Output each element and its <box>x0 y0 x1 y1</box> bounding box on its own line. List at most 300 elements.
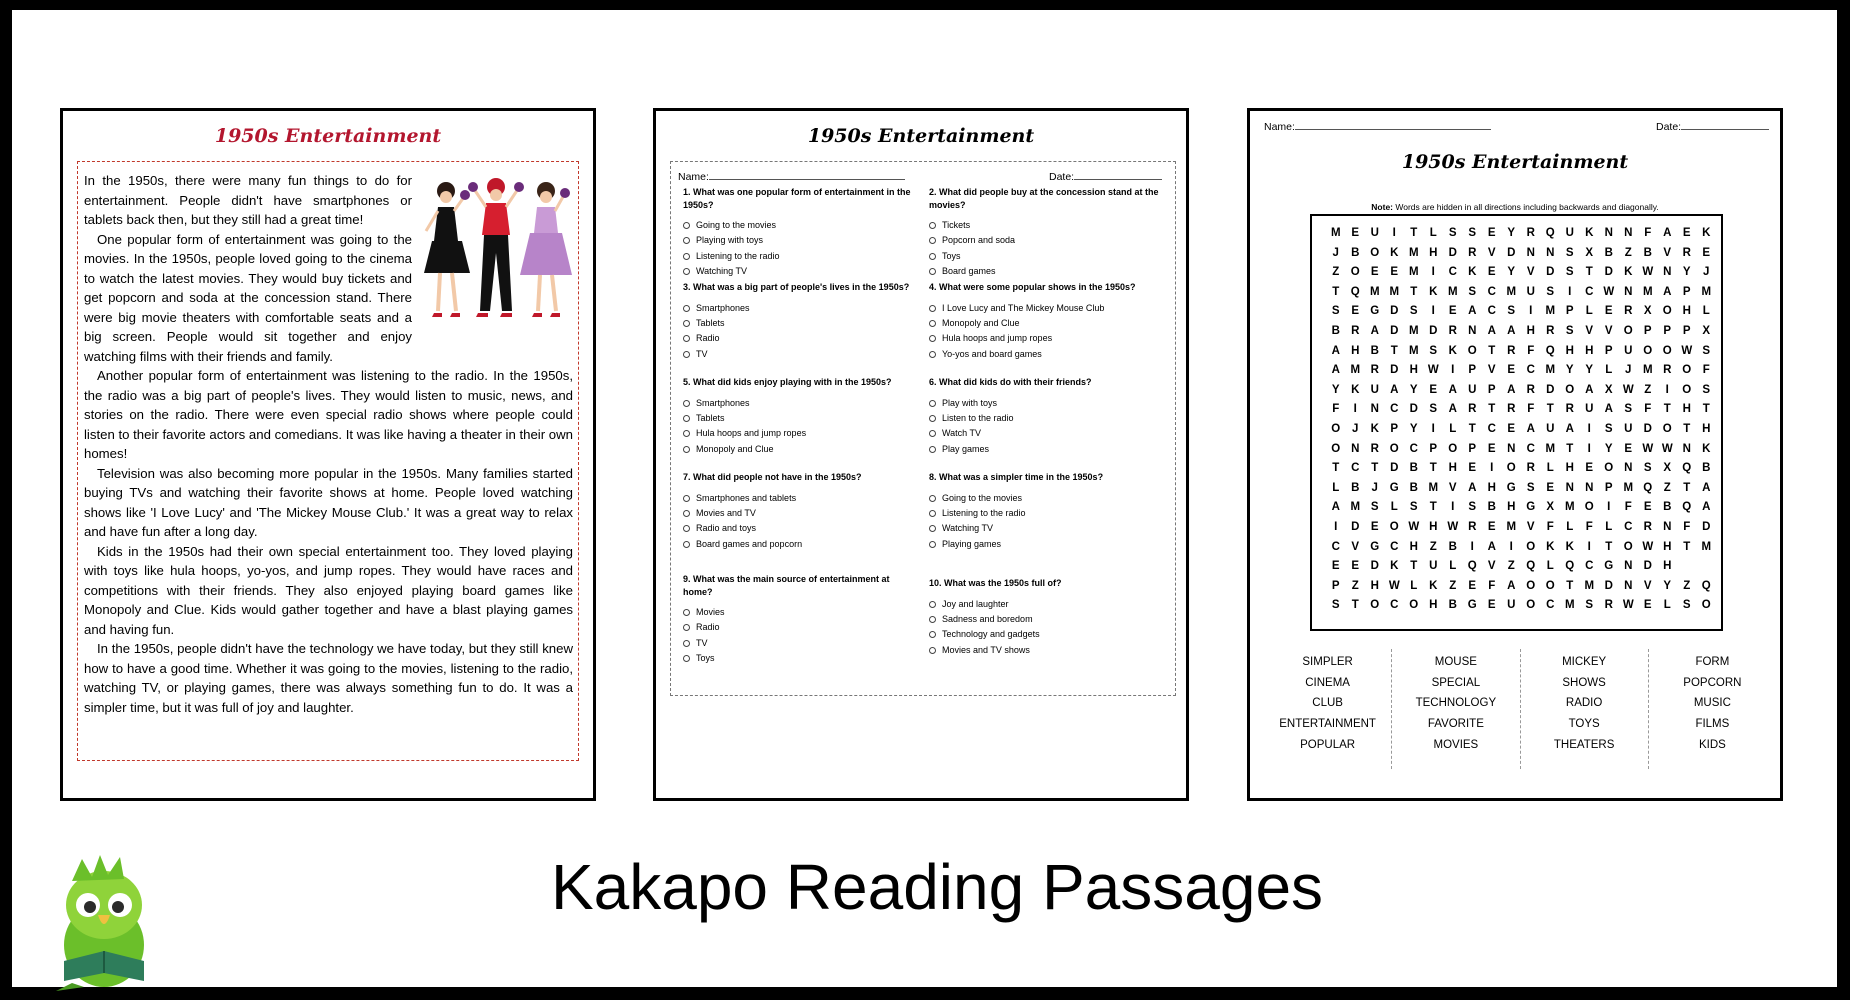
grid-letter[interactable]: S <box>1565 266 1574 279</box>
grid-letter[interactable]: A <box>1331 344 1340 357</box>
grid-letter[interactable]: A <box>1370 324 1379 337</box>
grid-letter[interactable]: D <box>1604 579 1613 592</box>
grid-letter[interactable]: T <box>1585 266 1593 279</box>
grid-letter[interactable]: E <box>1331 560 1340 573</box>
grid-letter[interactable]: T <box>1468 422 1476 435</box>
grid-letter[interactable]: K <box>1624 266 1633 279</box>
grid-letter[interactable]: T <box>1566 579 1574 592</box>
grid-letter[interactable]: T <box>1429 501 1437 514</box>
grid-letter[interactable]: R <box>1370 364 1379 377</box>
grid-letter[interactable]: L <box>1410 579 1418 592</box>
answer-option[interactable]: Listen to the radio <box>929 411 1167 426</box>
grid-letter[interactable]: V <box>1487 560 1496 573</box>
grid-letter[interactable]: R <box>1546 324 1555 337</box>
grid-letter[interactable]: N <box>1663 266 1672 279</box>
answer-option[interactable]: Board games and popcorn <box>683 537 921 552</box>
grid-letter[interactable]: O <box>1584 501 1594 514</box>
grid-letter[interactable]: A <box>1604 403 1613 416</box>
grid-letter[interactable]: U <box>1585 403 1594 416</box>
grid-letter[interactable]: W <box>1622 383 1634 396</box>
grid-letter[interactable]: S <box>1468 501 1477 514</box>
grid-letter[interactable]: N <box>1624 462 1633 475</box>
grid-letter[interactable]: U <box>1429 560 1438 573</box>
grid-letter[interactable]: V <box>1643 579 1652 592</box>
grid-letter[interactable]: H <box>1429 246 1438 259</box>
grid-letter[interactable]: A <box>1468 481 1477 494</box>
grid-letter[interactable]: I <box>1587 442 1591 455</box>
grid-letter[interactable]: R <box>1663 364 1672 377</box>
grid-letter[interactable]: C <box>1624 520 1633 533</box>
answer-option[interactable]: TV <box>683 636 921 651</box>
grid-letter[interactable]: I <box>1451 364 1455 377</box>
grid-letter[interactable]: E <box>1585 462 1594 475</box>
answer-option[interactable]: Radio and toys <box>683 521 921 536</box>
grid-letter[interactable]: G <box>1389 481 1399 494</box>
grid-letter[interactable]: C <box>1546 599 1555 612</box>
grid-letter[interactable]: K <box>1429 285 1438 298</box>
grid-letter[interactable]: O <box>1526 540 1536 553</box>
grid-letter[interactable]: L <box>1546 462 1554 475</box>
grid-letter[interactable]: Q <box>1545 344 1555 357</box>
grid-letter[interactable]: Y <box>1409 383 1418 396</box>
grid-letter[interactable]: B <box>1663 501 1672 514</box>
grid-letter[interactable]: A <box>1448 403 1457 416</box>
grid-letter[interactable]: A <box>1526 422 1535 435</box>
grid-letter[interactable]: T <box>1683 422 1691 435</box>
grid-letter[interactable]: K <box>1546 540 1555 553</box>
grid-letter[interactable]: W <box>1408 520 1420 533</box>
grid-letter[interactable]: W <box>1681 344 1693 357</box>
grid-letter[interactable]: S <box>1507 305 1516 318</box>
grid-letter[interactable]: I <box>1353 403 1357 416</box>
grid-letter[interactable]: A <box>1663 285 1672 298</box>
grid-letter[interactable]: D <box>1643 422 1652 435</box>
grid-letter[interactable]: V <box>1526 520 1535 533</box>
grid-letter[interactable]: H <box>1409 364 1418 377</box>
grid-letter[interactable]: Z <box>1332 266 1340 279</box>
grid-letter[interactable]: Y <box>1663 579 1672 592</box>
answer-option[interactable]: Smartphones <box>683 301 921 316</box>
grid-letter[interactable]: R <box>1565 403 1574 416</box>
grid-letter[interactable]: W <box>1622 599 1634 612</box>
grid-letter[interactable]: E <box>1370 520 1379 533</box>
grid-letter[interactable]: O <box>1623 324 1633 337</box>
grid-letter[interactable]: O <box>1643 344 1653 357</box>
grid-letter[interactable]: Q <box>1643 481 1653 494</box>
grid-letter[interactable]: V <box>1487 246 1496 259</box>
grid-letter[interactable]: D <box>1429 324 1438 337</box>
grid-letter[interactable]: Z <box>1624 246 1632 259</box>
grid-letter[interactable]: P <box>1682 324 1691 337</box>
grid-letter[interactable]: P <box>1643 324 1652 337</box>
grid-letter[interactable]: E <box>1624 442 1633 455</box>
grid-letter[interactable]: G <box>1604 560 1614 573</box>
grid-letter[interactable]: O <box>1682 364 1692 377</box>
grid-letter[interactable]: F <box>1527 344 1535 357</box>
grid-letter[interactable]: H <box>1370 579 1379 592</box>
grid-letter[interactable]: N <box>1507 442 1516 455</box>
grid-letter[interactable]: P <box>1331 579 1340 592</box>
grid-letter[interactable]: K <box>1429 579 1438 592</box>
grid-letter[interactable]: P <box>1390 422 1399 435</box>
grid-letter[interactable]: I <box>1509 540 1513 553</box>
grid-letter[interactable]: H <box>1702 422 1711 435</box>
grid-letter[interactable]: M <box>1389 285 1400 298</box>
grid-letter[interactable]: E <box>1604 305 1613 318</box>
grid-letter[interactable]: M <box>1642 364 1653 377</box>
grid-letter[interactable]: O <box>1526 599 1536 612</box>
grid-letter[interactable]: B <box>1487 501 1496 514</box>
grid-letter[interactable]: D <box>1702 520 1711 533</box>
grid-letter[interactable]: Z <box>1663 481 1671 494</box>
grid-letter[interactable]: L <box>1605 520 1613 533</box>
grid-letter[interactable]: N <box>1604 227 1613 239</box>
grid-letter[interactable]: N <box>1663 520 1672 533</box>
grid-letter[interactable]: O <box>1565 383 1575 396</box>
grid-letter[interactable]: E <box>1487 227 1496 239</box>
grid-letter[interactable]: I <box>1392 227 1396 239</box>
grid-letter[interactable]: W <box>1388 579 1400 592</box>
grid-letter[interactable]: J <box>1371 481 1378 494</box>
grid-letter[interactable]: F <box>1644 403 1652 416</box>
grid-letter[interactable]: Z <box>1644 383 1652 396</box>
grid-letter[interactable]: M <box>1584 579 1595 592</box>
grid-letter[interactable]: B <box>1448 540 1457 553</box>
grid-letter[interactable]: Q <box>1350 285 1360 298</box>
grid-letter[interactable]: C <box>1351 462 1360 475</box>
grid-letter[interactable]: Y <box>1565 364 1574 377</box>
grid-letter[interactable]: B <box>1409 462 1418 475</box>
grid-letter[interactable]: Y <box>1331 383 1340 396</box>
grid-letter[interactable]: S <box>1429 344 1438 357</box>
grid-letter[interactable]: D <box>1390 364 1399 377</box>
grid-letter[interactable]: M <box>1350 364 1361 377</box>
grid-letter[interactable]: M <box>1506 520 1517 533</box>
grid-letter[interactable]: S <box>1702 383 1711 396</box>
grid-letter[interactable]: Q <box>1545 227 1555 239</box>
grid-letter[interactable]: B <box>1331 324 1340 337</box>
grid-letter[interactable]: I <box>1431 305 1435 318</box>
grid-letter[interactable]: F <box>1644 227 1652 239</box>
grid-letter[interactable]: X <box>1663 462 1672 475</box>
grid-letter[interactable]: M <box>1564 599 1575 612</box>
grid-letter[interactable]: T <box>1702 403 1710 416</box>
grid-letter[interactable]: F <box>1488 579 1496 592</box>
grid-letter[interactable]: A <box>1468 305 1477 318</box>
grid-letter[interactable]: Q <box>1682 501 1692 514</box>
grid-letter[interactable]: O <box>1682 383 1692 396</box>
grid-letter[interactable]: I <box>1490 462 1494 475</box>
grid-letter[interactable]: J <box>1703 266 1710 279</box>
grid-letter[interactable]: L <box>1663 599 1671 612</box>
grid-letter[interactable]: U <box>1370 227 1379 239</box>
grid-letter[interactable]: J <box>1625 364 1632 377</box>
grid-letter[interactable]: E <box>1487 520 1496 533</box>
grid-letter[interactable]: C <box>1390 599 1399 612</box>
grid-letter[interactable]: C <box>1487 305 1496 318</box>
grid-letter[interactable]: M <box>1623 481 1634 494</box>
grid-letter[interactable]: D <box>1351 520 1360 533</box>
grid-letter[interactable]: M <box>1350 501 1361 514</box>
grid-letter[interactable]: O <box>1467 344 1477 357</box>
grid-letter[interactable]: S <box>1702 344 1711 357</box>
grid-letter[interactable]: S <box>1468 227 1477 239</box>
answer-option[interactable]: Radio <box>683 331 921 346</box>
grid-letter[interactable]: A <box>1331 501 1340 514</box>
grid-letter[interactable]: A <box>1565 422 1574 435</box>
grid-letter[interactable]: M <box>1642 285 1653 298</box>
grid-letter[interactable]: R <box>1448 324 1457 337</box>
grid-letter[interactable]: K <box>1468 266 1477 279</box>
answer-option[interactable]: Technology and gadgets <box>929 627 1167 642</box>
answer-option[interactable]: Yo-yos and board games <box>929 347 1167 362</box>
grid-letter[interactable]: H <box>1409 540 1418 553</box>
grid-letter[interactable]: A <box>1702 501 1711 514</box>
answer-option[interactable]: Hula hoops and jump ropes <box>929 331 1167 346</box>
grid-letter[interactable]: K <box>1702 442 1711 455</box>
grid-letter[interactable]: N <box>1624 560 1633 573</box>
answer-option[interactable]: Playing games <box>929 537 1167 552</box>
grid-letter[interactable]: Y <box>1682 266 1691 279</box>
grid-letter[interactable]: P <box>1604 481 1613 494</box>
grid-letter[interactable]: E <box>1351 560 1360 573</box>
grid-letter[interactable]: Z <box>1683 579 1691 592</box>
grid-letter[interactable]: L <box>1429 227 1437 239</box>
grid-letter[interactable]: N <box>1351 442 1360 455</box>
grid-letter[interactable]: E <box>1487 266 1496 279</box>
grid-letter[interactable]: F <box>1624 501 1632 514</box>
grid-letter[interactable]: U <box>1565 227 1574 239</box>
grid-letter[interactable]: W <box>1447 520 1459 533</box>
grid-letter[interactable]: N <box>1526 246 1535 259</box>
grid-letter[interactable]: S <box>1331 599 1340 612</box>
grid-letter[interactable]: N <box>1585 481 1594 494</box>
grid-letter[interactable]: G <box>1506 481 1516 494</box>
grid-letter[interactable]: T <box>1488 403 1496 416</box>
grid-letter[interactable]: C <box>1526 364 1535 377</box>
grid-letter[interactable]: R <box>1526 462 1535 475</box>
grid-letter[interactable]: Q <box>1467 560 1477 573</box>
answer-option[interactable]: Popcorn and soda <box>929 233 1167 248</box>
grid-letter[interactable]: X <box>1702 324 1711 337</box>
grid-letter[interactable]: K <box>1390 246 1399 259</box>
grid-letter[interactable]: Y <box>1585 364 1594 377</box>
grid-letter[interactable]: N <box>1624 227 1633 239</box>
grid-letter[interactable]: S <box>1546 285 1555 298</box>
grid-letter[interactable]: N <box>1682 442 1691 455</box>
answer-option[interactable]: Going to the movies <box>929 491 1167 506</box>
grid-letter[interactable]: E <box>1429 383 1438 396</box>
grid-letter[interactable]: M <box>1564 501 1575 514</box>
grid-letter[interactable]: P <box>1682 285 1691 298</box>
grid-letter[interactable]: T <box>1410 285 1418 298</box>
grid-letter[interactable]: S <box>1682 599 1691 612</box>
grid-letter[interactable]: T <box>1390 344 1398 357</box>
grid-letter[interactable]: H <box>1682 305 1691 318</box>
grid-letter[interactable]: L <box>1390 501 1398 514</box>
grid-letter[interactable]: O <box>1389 442 1399 455</box>
grid-letter[interactable]: V <box>1448 481 1457 494</box>
grid-letter[interactable]: C <box>1390 540 1399 553</box>
grid-letter[interactable]: T <box>1683 540 1691 553</box>
grid-letter[interactable]: H <box>1526 324 1535 337</box>
grid-letter[interactable]: H <box>1663 540 1672 553</box>
grid-letter[interactable]: O <box>1506 462 1516 475</box>
grid-letter[interactable]: Y <box>1604 442 1613 455</box>
grid-letter[interactable]: N <box>1546 246 1555 259</box>
grid-letter[interactable]: T <box>1566 442 1574 455</box>
grid-letter[interactable]: O <box>1604 462 1614 475</box>
grid-letter[interactable]: D <box>1370 560 1379 573</box>
grid-letter[interactable]: G <box>1370 540 1380 553</box>
grid-letter[interactable]: C <box>1526 442 1535 455</box>
grid-letter[interactable]: H <box>1429 520 1438 533</box>
grid-letter[interactable]: O <box>1623 540 1633 553</box>
grid-letter[interactable]: K <box>1448 344 1457 357</box>
grid-letter[interactable]: B <box>1351 481 1360 494</box>
grid-letter[interactable]: E <box>1448 305 1457 318</box>
grid-letter[interactable]: R <box>1526 383 1535 396</box>
grid-letter[interactable]: O <box>1350 266 1360 279</box>
grid-letter[interactable]: C <box>1585 560 1594 573</box>
grid-letter[interactable]: W <box>1603 285 1615 298</box>
grid-letter[interactable]: I <box>1587 540 1591 553</box>
answer-option[interactable]: I Love Lucy and The Mickey Mouse Club <box>929 301 1167 316</box>
grid-letter[interactable]: U <box>1624 344 1633 357</box>
grid-letter[interactable]: R <box>1604 599 1613 612</box>
grid-letter[interactable]: T <box>1332 285 1340 298</box>
answer-option[interactable]: Tablets <box>683 316 921 331</box>
grid-letter[interactable]: F <box>1527 403 1535 416</box>
grid-letter[interactable]: P <box>1604 344 1613 357</box>
grid-letter[interactable]: E <box>1487 599 1496 612</box>
grid-letter[interactable]: U <box>1468 383 1477 396</box>
grid-letter[interactable]: Y <box>1507 266 1516 279</box>
answer-option[interactable]: Watch TV <box>929 426 1167 441</box>
grid-letter[interactable]: R <box>1624 305 1633 318</box>
grid-letter[interactable]: E <box>1507 364 1516 377</box>
grid-letter[interactable]: N <box>1624 579 1633 592</box>
grid-letter[interactable]: M <box>1545 305 1556 318</box>
grid-letter[interactable]: T <box>1683 481 1691 494</box>
grid-letter[interactable]: D <box>1546 266 1555 279</box>
grid-letter[interactable]: M <box>1408 246 1419 259</box>
grid-letter[interactable]: Q <box>1526 560 1536 573</box>
grid-letter[interactable]: T <box>1410 560 1418 573</box>
answer-option[interactable]: Monopoly and Clue <box>929 316 1167 331</box>
grid-letter[interactable]: I <box>1334 520 1338 533</box>
grid-letter[interactable]: F <box>1585 520 1593 533</box>
grid-letter[interactable]: M <box>1701 540 1712 553</box>
grid-letter[interactable]: M <box>1408 324 1419 337</box>
grid-letter[interactable]: E <box>1468 462 1477 475</box>
grid-letter[interactable]: A <box>1487 324 1496 337</box>
grid-letter[interactable]: L <box>1605 364 1613 377</box>
grid-letter[interactable]: E <box>1702 246 1711 259</box>
grid-letter[interactable]: G <box>1370 305 1380 318</box>
grid-letter[interactable]: Z <box>1351 579 1359 592</box>
answer-option[interactable]: Movies <box>683 605 921 620</box>
grid-letter[interactable]: S <box>1604 422 1613 435</box>
grid-letter[interactable]: S <box>1409 305 1418 318</box>
grid-letter[interactable]: F <box>1683 520 1691 533</box>
answer-option[interactable]: Going to the movies <box>683 218 921 233</box>
grid-letter[interactable]: C <box>1390 403 1399 416</box>
grid-letter[interactable]: X <box>1604 383 1613 396</box>
grid-letter[interactable]: H <box>1448 462 1457 475</box>
grid-letter[interactable]: E <box>1643 599 1652 612</box>
answer-option[interactable]: Smartphones <box>683 396 921 411</box>
grid-letter[interactable]: X <box>1585 246 1594 259</box>
grid-letter[interactable]: M <box>1369 285 1380 298</box>
grid-letter[interactable]: R <box>1468 520 1477 533</box>
grid-letter[interactable]: T <box>1332 462 1340 475</box>
grid-letter[interactable]: K <box>1702 227 1711 239</box>
grid-letter[interactable]: R <box>1507 403 1516 416</box>
grid-letter[interactable]: T <box>1371 462 1379 475</box>
grid-letter[interactable]: V <box>1604 324 1613 337</box>
answer-option[interactable]: Toys <box>929 249 1167 264</box>
grid-letter[interactable]: V <box>1351 540 1360 553</box>
grid-letter[interactable]: W <box>1427 364 1439 377</box>
grid-letter[interactable]: G <box>1526 501 1536 514</box>
grid-letter[interactable]: S <box>1331 305 1340 318</box>
grid-letter[interactable]: D <box>1604 266 1613 279</box>
grid-letter[interactable]: I <box>1568 285 1572 298</box>
grid-letter[interactable]: H <box>1351 344 1360 357</box>
grid-letter[interactable]: V <box>1526 266 1535 279</box>
grid-letter[interactable]: Z <box>1429 540 1437 553</box>
grid-letter[interactable]: U <box>1526 285 1535 298</box>
grid-letter[interactable]: S <box>1370 501 1379 514</box>
grid-letter[interactable]: H <box>1429 599 1438 612</box>
answer-option[interactable]: Smartphones and tablets <box>683 491 921 506</box>
grid-letter[interactable]: H <box>1585 344 1594 357</box>
grid-letter[interactable]: U <box>1507 599 1516 612</box>
grid-letter[interactable]: Y <box>1507 227 1516 239</box>
grid-letter[interactable]: S <box>1624 403 1633 416</box>
grid-letter[interactable]: D <box>1390 462 1399 475</box>
grid-letter[interactable]: Q <box>1682 462 1692 475</box>
grid-letter[interactable]: C <box>1585 285 1594 298</box>
grid-letter[interactable]: O <box>1662 305 1672 318</box>
grid-letter[interactable]: A <box>1487 540 1496 553</box>
grid-letter[interactable]: Q <box>1701 579 1711 592</box>
grid-letter[interactable]: P <box>1565 305 1574 318</box>
grid-letter[interactable]: L <box>1332 481 1340 494</box>
grid-letter[interactable]: S <box>1448 227 1457 239</box>
grid-letter[interactable]: U <box>1546 422 1555 435</box>
grid-letter[interactable]: H <box>1565 462 1574 475</box>
grid-letter[interactable]: N <box>1624 285 1633 298</box>
answer-option[interactable]: Play with toys <box>929 396 1167 411</box>
grid-letter[interactable]: O <box>1389 520 1399 533</box>
grid-letter[interactable]: A <box>1702 481 1711 494</box>
grid-letter[interactable]: M <box>1506 285 1517 298</box>
grid-letter[interactable]: N <box>1370 403 1379 416</box>
grid-letter[interactable]: M <box>1408 344 1419 357</box>
grid-letter[interactable]: P <box>1487 383 1496 396</box>
grid-letter[interactable]: T <box>1429 462 1437 475</box>
grid-letter[interactable]: P <box>1429 442 1438 455</box>
answer-option[interactable]: Toys <box>683 651 921 666</box>
grid-letter[interactable]: T <box>1663 403 1671 416</box>
grid-letter[interactable]: O <box>1526 579 1536 592</box>
grid-letter[interactable]: U <box>1370 383 1379 396</box>
answer-option[interactable]: Monopoly and Clue <box>683 442 921 457</box>
grid-letter[interactable]: C <box>1487 285 1496 298</box>
grid-letter[interactable]: E <box>1370 266 1379 279</box>
